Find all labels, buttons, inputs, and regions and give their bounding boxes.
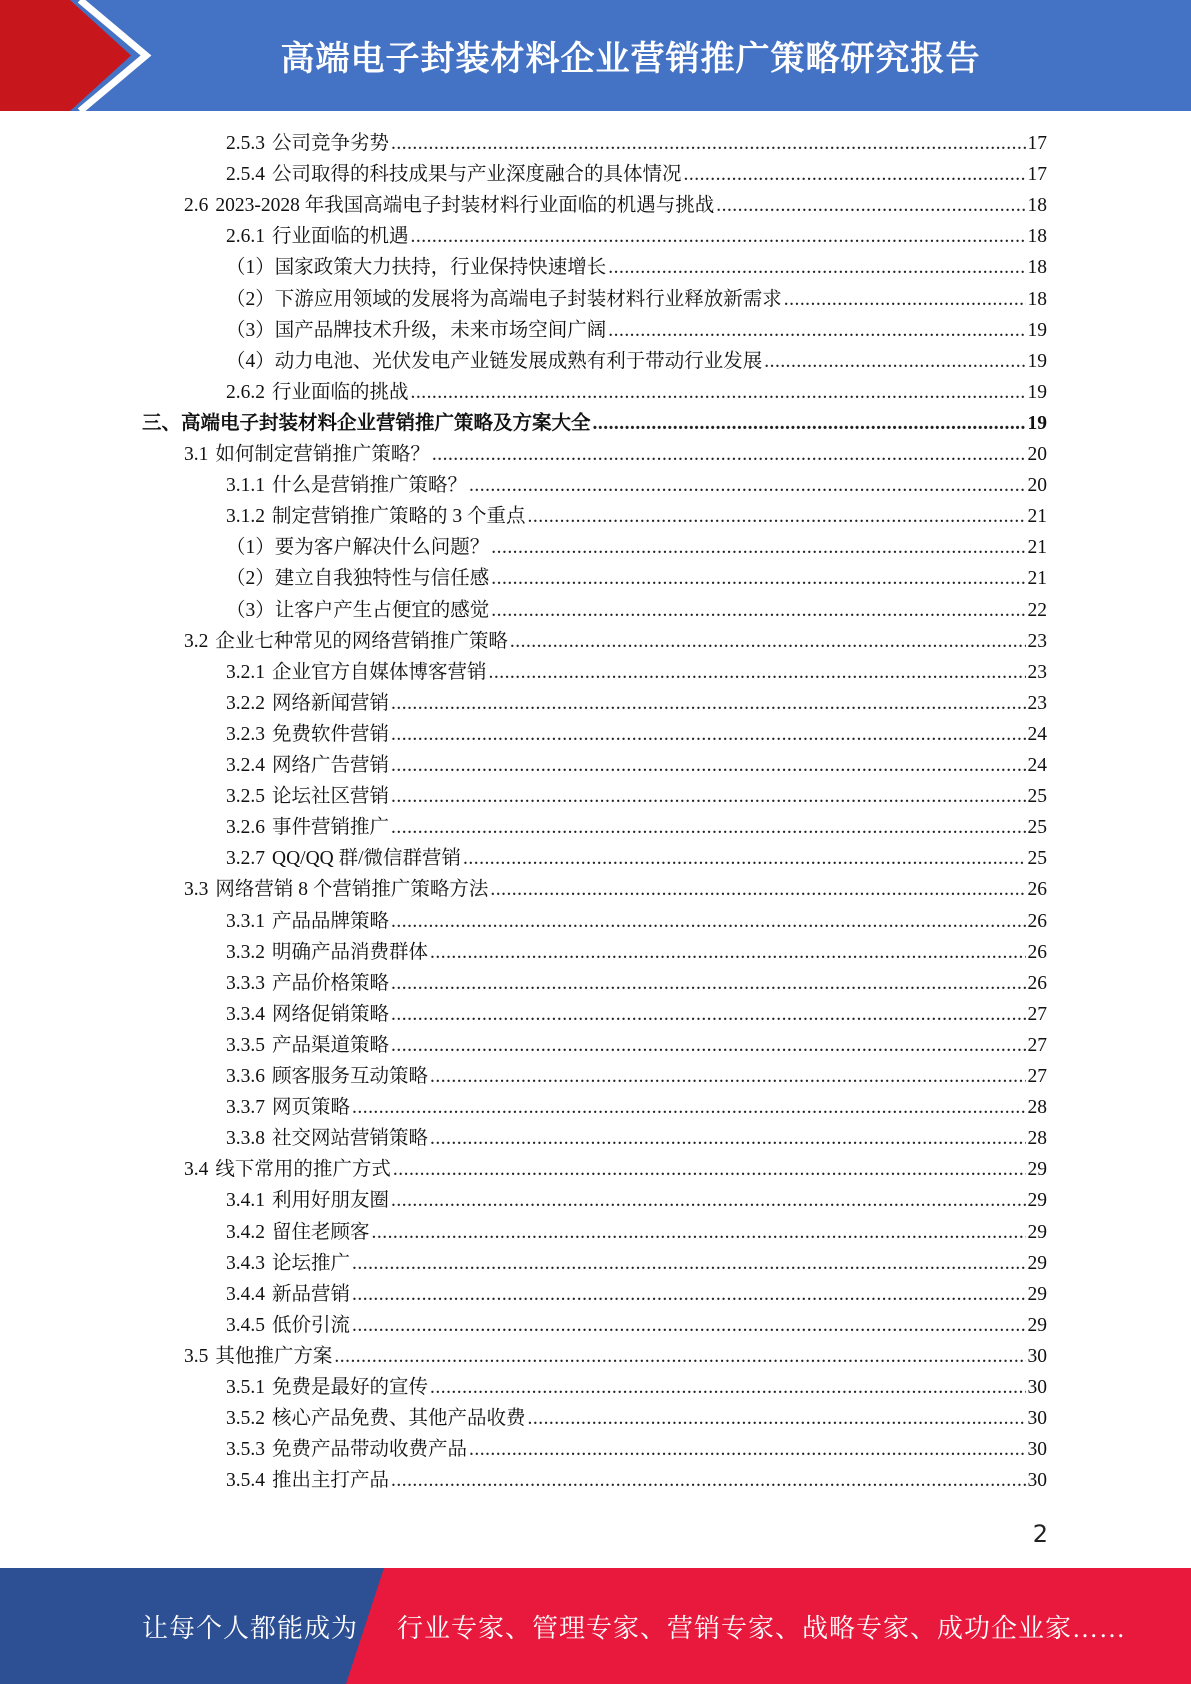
toc-dot-leader [432, 439, 1026, 470]
toc-entry-label: 网络营销 8 个营销推广策略方法 [215, 879, 489, 901]
toc-dot-leader [528, 501, 1026, 532]
toc-entry-number: 3.3.8 [226, 1128, 265, 1150]
toc-entry-page: 30 [1027, 1377, 1047, 1398]
toc-entry-number: 3.1 [184, 444, 209, 465]
toc-dot-leader [334, 1341, 1025, 1372]
toc-dot-leader [391, 719, 1025, 750]
toc-entry-label: 国家政策大力扶持，行业保持快速增长 [274, 257, 607, 279]
toc-entry-label: 利用好朋友圈 [272, 1190, 390, 1212]
toc-dot-leader [510, 626, 1026, 657]
toc-entry-number: 3.5.4 [226, 1470, 265, 1492]
toc-entry-page: 29 [1027, 1159, 1047, 1181]
toc-entry[interactable] [184, 626, 1047, 657]
toc-entry-page: 30 [1027, 1345, 1047, 1367]
toc-entry-page: 26 [1027, 972, 1047, 994]
toc-dot-leader [391, 812, 1025, 843]
toc-entry-page: 21 [1027, 568, 1047, 590]
toc-entry-number: 2.6 [184, 195, 209, 217]
toc-entry-page: 25 [1027, 817, 1047, 839]
toc-entry-label: 公司竞争劣势 [272, 133, 390, 154]
toc-entry-label: 免费是最好的宣传 [272, 1377, 429, 1398]
toc-entry[interactable] [226, 657, 1047, 688]
toc-entry-number: 2.6.2 [226, 381, 265, 403]
toc-entry[interactable] [226, 1217, 1047, 1248]
toc-dot-leader [352, 1092, 1025, 1123]
toc-entry-number: 3.2.1 [226, 661, 265, 683]
toc-dot-leader [430, 1123, 1025, 1154]
toc-entry-number: 3.1.2 [226, 506, 265, 528]
toc-entry[interactable] [184, 1154, 1047, 1185]
toc-entry-page: 18 [1027, 288, 1047, 310]
toc-entry-number: 3.4.5 [226, 1314, 265, 1336]
toc-entry[interactable] [226, 781, 1047, 812]
toc-entry-page: 23 [1027, 630, 1047, 652]
toc-entry-page: 29 [1027, 1314, 1047, 1336]
toc-entry[interactable] [226, 159, 1047, 190]
toc-dot-leader [391, 128, 1025, 159]
toc-entry-label: 论坛推广 [272, 1252, 351, 1274]
toc-entry-page: 30 [1027, 1470, 1047, 1492]
toc-entry[interactable] [226, 1279, 1047, 1310]
toc-dot-leader [391, 1030, 1025, 1061]
toc-entry-page: 21 [1027, 537, 1047, 559]
toc-entry-number: 3.2.6 [226, 817, 265, 839]
toc-dot-leader [391, 1465, 1025, 1496]
toc-entry-label: 建立自我独特性与信任感 [274, 568, 490, 590]
toc-entry-number: 3.5.3 [226, 1439, 265, 1461]
toc-entry-number: 三、 [142, 412, 182, 434]
footer-slogan-right: 行业专家、管理专家、营销专家、战略专家、成功企业家…… [397, 1613, 1127, 1643]
toc-entry-number: 3.2 [184, 630, 209, 652]
toc-dot-leader [430, 937, 1025, 968]
toc-dot-leader [469, 470, 1025, 501]
toc-entry[interactable] [184, 190, 1047, 221]
toc-entry-label: 顾客服务互动策略 [272, 1066, 429, 1087]
toc-dot-leader [593, 408, 1026, 439]
toc-entry[interactable] [226, 1185, 1047, 1216]
toc-entry-label: QQ/QQ 群/微信群营销 [272, 848, 462, 870]
toc-entry-page: 29 [1027, 1252, 1047, 1274]
toc-entry-page: 29 [1027, 1283, 1047, 1305]
toc-entry-label: 动力电池、光伏发电产业链发展成熟有利于带动行业发展 [274, 350, 763, 372]
toc-dot-leader [372, 1217, 1026, 1248]
toc-entry[interactable] [226, 532, 1047, 563]
toc-entry-page: 22 [1027, 599, 1047, 621]
toc-entry-label: 网络新闻营销 [272, 692, 390, 714]
toc-entry-page: 26 [1027, 879, 1047, 901]
toc-entry[interactable] [226, 221, 1047, 252]
toc-entry-number: 3.3 [184, 879, 209, 901]
toc-dot-leader [352, 1248, 1025, 1279]
toc-dot-leader [391, 1185, 1025, 1216]
toc-entry-page: 20 [1027, 475, 1047, 497]
toc-dot-leader [352, 1279, 1025, 1310]
toc-entry[interactable] [226, 377, 1047, 408]
toc-entry[interactable] [226, 346, 1047, 377]
document-title: 高端电子封装材料企业营销推广策略研究报告 [280, 39, 981, 79]
toc-entry-page: 18 [1027, 195, 1047, 217]
toc-entry-label: 留住老顾客 [272, 1221, 370, 1243]
toc-dot-leader [490, 874, 1025, 905]
toc-entry-number: （3） [226, 319, 275, 341]
toc-entry-page: 20 [1027, 444, 1047, 465]
toc-entry-page: 29 [1027, 1221, 1047, 1243]
toc-entry[interactable] [226, 1465, 1047, 1496]
toc-entry-label: 企业官方自媒体博客营销 [272, 661, 487, 683]
toc-entry-label: 免费软件营销 [272, 723, 390, 745]
chevron-arrow-icon [0, 0, 160, 111]
toc-entry[interactable] [184, 439, 1047, 470]
toc-entry-page: 30 [1027, 1408, 1047, 1430]
toc-dot-leader [391, 688, 1025, 719]
toc-entry-label: 什么是营销推广策略？ [272, 475, 468, 497]
toc-entry-page: 27 [1027, 1003, 1047, 1025]
page-number: 2 [1032, 1520, 1048, 1548]
toc-dot-leader [489, 657, 1026, 688]
toc-entry[interactable] [226, 284, 1047, 315]
toc-entry-number: 2.5.4 [226, 164, 265, 186]
toc-entry-page: 19 [1027, 381, 1047, 403]
toc-entry-number: 3.1.1 [226, 475, 265, 497]
toc-entry-page: 19 [1027, 350, 1047, 372]
toc-dot-leader [411, 221, 1026, 252]
toc-entry-page: 25 [1027, 848, 1047, 870]
toc-entry-page: 21 [1027, 506, 1047, 528]
toc-dot-leader [608, 315, 1025, 346]
toc-entry[interactable] [226, 128, 1047, 159]
toc-entry-number: 3.4.3 [226, 1252, 265, 1274]
toc-entry-label: 下游应用领域的发展将为高端电子封装材料行业释放新需求 [274, 288, 782, 310]
toc-entry-label: 网页策略 [272, 1097, 351, 1119]
toc-entry-page: 19 [1027, 412, 1047, 434]
toc-entry-page: 23 [1027, 661, 1047, 683]
toc-entry-number: 3.3.7 [226, 1097, 265, 1119]
toc-entry-label: 其他推广方案 [215, 1345, 333, 1367]
toc-entry-page: 18 [1027, 257, 1047, 279]
toc-entry[interactable] [226, 1092, 1047, 1123]
toc-entry-number: 3.2.5 [226, 786, 265, 808]
toc-entry-number: 3.3.5 [226, 1034, 265, 1056]
toc-entry-label: 2023-2028 年我国高端电子封装材料行业面临的机遇与挑战 [215, 195, 715, 217]
toc-entry-number: （2） [226, 568, 275, 590]
toc-entry-label: 低价引流 [272, 1314, 351, 1336]
toc-entry[interactable] [226, 1372, 1047, 1403]
page-header [0, 0, 1191, 111]
toc-entry-number: （2） [226, 288, 275, 310]
toc-entry-label: 论坛社区营销 [272, 786, 390, 808]
toc-entry[interactable] [226, 595, 1047, 626]
toc-entry-page: 28 [1027, 1097, 1047, 1119]
toc-dot-leader [391, 968, 1025, 999]
toc-entry-page: 19 [1027, 319, 1047, 341]
toc-entry-number: 3.4.4 [226, 1283, 265, 1305]
toc-entry-page: 28 [1027, 1128, 1047, 1150]
toc-entry-number: 3.5 [184, 1345, 209, 1367]
toc-entry-page: 17 [1027, 164, 1047, 186]
toc-entry[interactable] [226, 1123, 1047, 1154]
toc-entry[interactable] [226, 252, 1047, 283]
toc-entry-label: 产品价格策略 [272, 972, 390, 994]
toc-entry-number: （1） [226, 257, 275, 279]
toc-dot-leader [684, 159, 1026, 190]
toc-entry[interactable] [226, 719, 1047, 750]
toc-entry-number: （3） [226, 599, 275, 621]
toc-dot-leader [528, 1403, 1026, 1434]
toc-entry-number: 3.3.2 [226, 941, 265, 963]
toc-entry-label: 制定营销推广策略的 3 个重点 [272, 506, 526, 528]
toc-entry-number: 2.5.3 [226, 133, 265, 154]
toc-entry-number: 3.3.4 [226, 1003, 265, 1025]
toc-dot-leader [784, 284, 1026, 315]
toc-entry-page: 26 [1027, 941, 1047, 963]
toc-entry-number: 3.5.1 [226, 1377, 265, 1398]
toc-entry[interactable] [226, 812, 1047, 843]
toc-entry[interactable] [226, 968, 1047, 999]
toc-entry-number: 3.2.3 [226, 723, 265, 745]
toc-entry[interactable] [226, 1403, 1047, 1434]
toc-entry[interactable] [226, 1248, 1047, 1279]
toc-entry-page: 25 [1027, 786, 1047, 808]
toc-entry-page: 30 [1027, 1439, 1047, 1461]
toc-entry-label: 推出主打产品 [272, 1470, 390, 1492]
toc-entry-label: 事件营销推广 [272, 817, 390, 839]
toc-dot-leader [352, 1310, 1025, 1341]
toc-entry-label: 产品渠道策略 [272, 1034, 390, 1056]
toc-entry-number: 3.3.3 [226, 972, 265, 994]
toc-dot-leader [391, 906, 1025, 937]
toc-entry[interactable] [184, 1341, 1047, 1372]
toc-entry[interactable] [226, 315, 1047, 346]
toc-entry-label: 国产品牌技术升级，未来市场空间广阔 [274, 319, 607, 341]
toc-dot-leader [393, 1154, 1026, 1185]
toc-entry-page: 26 [1027, 910, 1047, 932]
toc-entry[interactable] [226, 1030, 1047, 1061]
toc-entry[interactable] [226, 1310, 1047, 1341]
toc-dot-leader [391, 750, 1025, 781]
toc-entry[interactable] [226, 843, 1047, 874]
toc-entry-label: 新品营销 [272, 1283, 351, 1305]
toc-entry[interactable] [226, 1061, 1047, 1092]
toc-entry-label: 免费产品带动收费产品 [272, 1439, 468, 1461]
toc-entry-label: 产品品牌策略 [272, 910, 390, 932]
toc-entry-page: 18 [1027, 226, 1047, 248]
toc-entry-number: 3.4 [184, 1159, 209, 1181]
toc-dot-leader [391, 781, 1025, 812]
toc-entry-number: 3.4.1 [226, 1190, 265, 1212]
toc-entry-label: 企业七种常见的网络营销推广策略 [215, 630, 508, 652]
toc-entry-page: 17 [1027, 133, 1047, 154]
toc-entry-page: 27 [1027, 1034, 1047, 1056]
toc-entry-number: 3.2.2 [226, 692, 265, 714]
toc-entry-label: 网络促销策略 [272, 1003, 390, 1025]
toc-entry-number: 3.3.1 [226, 910, 265, 932]
toc-entry-page: 27 [1027, 1066, 1047, 1087]
toc-entry[interactable] [226, 688, 1047, 719]
toc-dot-leader [430, 1372, 1025, 1403]
toc-entry-label: 行业面临的机遇 [272, 226, 409, 248]
page-footer [0, 1568, 1191, 1684]
toc-entry-number: （1） [226, 537, 275, 559]
toc-entry-label: 让客户产生占便宜的感觉 [274, 599, 490, 621]
toc-entry[interactable] [226, 563, 1047, 594]
toc-entry[interactable] [226, 937, 1047, 968]
toc-dot-leader [469, 1434, 1025, 1465]
toc-entry-label: 明确产品消费群体 [272, 941, 429, 963]
toc-dot-leader [608, 252, 1025, 283]
toc-dot-leader [716, 190, 1025, 221]
toc-entry-number: 3.5.2 [226, 1408, 265, 1430]
toc-entry-number: 3.2.4 [226, 755, 265, 776]
toc-dot-leader [491, 563, 1025, 594]
toc-entry-label: 核心产品免费、其他产品收费 [272, 1408, 526, 1430]
toc-entry-label: 公司取得的科技成果与产业深度融合的具体情况 [272, 164, 682, 186]
toc-entry-number: 3.4.2 [226, 1221, 265, 1243]
toc-entry-label: 社交网站营销策略 [272, 1128, 429, 1150]
toc-entry[interactable] [226, 906, 1047, 937]
toc-entry-label: 网络广告营销 [272, 755, 390, 776]
toc-dot-leader [430, 1061, 1025, 1092]
toc-entry-page: 24 [1027, 755, 1047, 776]
toc-entry-number: 2.6.1 [226, 226, 265, 248]
toc-entry-page: 29 [1027, 1190, 1047, 1212]
toc-entry[interactable] [226, 999, 1047, 1030]
toc-entry-label: 要为客户解决什么问题？ [274, 537, 490, 559]
toc-entry-label: 行业面临的挑战 [272, 381, 409, 403]
toc-entry[interactable] [184, 874, 1047, 905]
toc-entry[interactable] [226, 750, 1047, 781]
toc-entry-number: 3.2.7 [226, 848, 265, 870]
toc-entry[interactable] [142, 408, 1047, 439]
footer-slogan-left: 让每个人都能成为 [142, 1613, 359, 1643]
toc-dot-leader [411, 377, 1026, 408]
toc-dot-leader [463, 843, 1025, 874]
toc-dot-leader [764, 346, 1025, 377]
toc-entry-number: （4） [226, 350, 275, 372]
toc-entry-number: 3.3.6 [226, 1066, 265, 1087]
toc-dot-leader [491, 532, 1025, 563]
toc-entry-label: 如何制定营销推广策略？ [215, 444, 430, 465]
toc-entry-label: 高端电子封装材料企业营销推广策略及方案大全 [181, 412, 591, 434]
toc-entry[interactable] [226, 470, 1047, 501]
toc-dot-leader [391, 999, 1025, 1030]
toc-entry[interactable] [226, 501, 1047, 532]
toc-entry[interactable] [226, 1434, 1047, 1465]
toc-dot-leader [491, 595, 1025, 626]
toc-entry-label: 线下常用的推广方式 [215, 1159, 391, 1181]
toc-entry-page: 24 [1027, 723, 1047, 745]
toc-entry-page: 23 [1027, 692, 1047, 714]
